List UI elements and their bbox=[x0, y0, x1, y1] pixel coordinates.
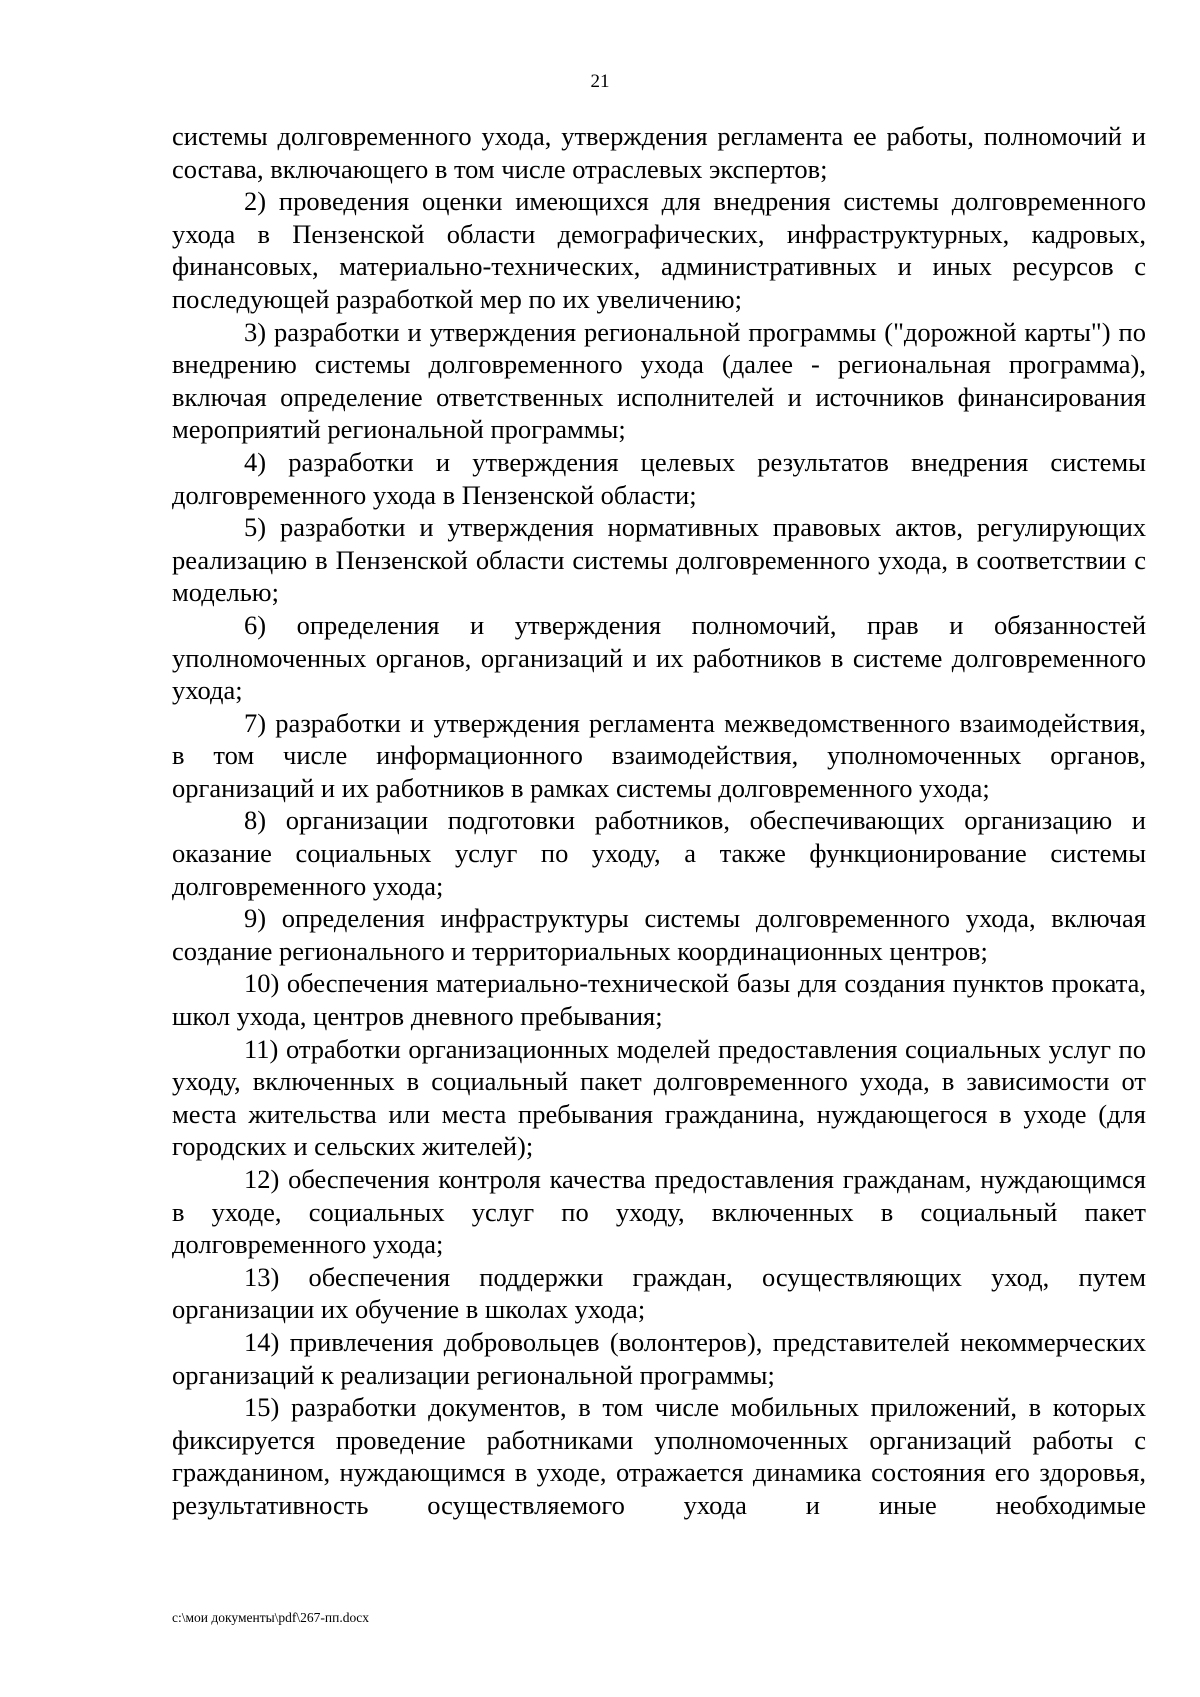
list-item-9: 9) определения инфраструктуры системы долговременного ухода, включая создание регионального и территориальных координационных центров; bbox=[172, 903, 1146, 966]
list-item-7: 7) разработки и утверждения регламента межведомственного взаимодействия, в том числе информационного взаимодействия, уполномоченных органов, организаций и их работников в рамках системы долговременного ухода; bbox=[172, 707, 1146, 803]
list-item-3: 3) разработки и утверждения региональной программы ("дорожной карты") по внедрению системы долговременного ухода (далее - региональная программа), включая определение ответственных исполнителей и источников финансирования мероприятий региональной программы; bbox=[172, 316, 1146, 445]
list-item-11: 11) отработки организационных моделей предоставления социальных услуг по уходу, включенных в социальный пакет долговременного ухода, в зависимости от места жительства или места пребывания гражданина, нуждающегося в уходе (для городских и сельских жителей); bbox=[172, 1033, 1146, 1162]
list-item-15: 15) разработки документов, в том числе мобильных приложений, в которых фиксируется проведение работниками уполномоченных организаций работы с гражданином, нуждающимся в уходе, отражается динамика состояния его здоровья, результативность осуществляемого ухода и иные необходимые bbox=[172, 1392, 1146, 1520]
paragraph-continuation: системы долговременного ухода, утверждения регламента ее работы, полномочий и состава, включающего в том числе отраслевых экспертов; bbox=[172, 121, 1146, 184]
list-item-2: 2) проведения оценки имеющихся для внедрения системы долговременного ухода в Пензенской области демографических, инфраструктурных, кадровых, финансовых, материально-технических, административных и иных ресурсов с последующей разработкой мер по их увеличению; bbox=[172, 186, 1146, 314]
document-body bbox=[172, 120, 1146, 1522]
page-number: 21 bbox=[590, 71, 610, 92]
list-item-4: 4) разработки и утверждения целевых результатов внедрения системы долговременного ухода в Пензенской области; bbox=[172, 446, 1146, 510]
list-item-5: 5) разработки и утверждения нормативных правовых актов, регулирующих реализацию в Пензенской области системы долговременного ухода, в соответствии с моделью; bbox=[172, 512, 1146, 608]
list-item-13: 13) обеспечения поддержки граждан, осуществляющих уход, путем организации их обучение в школах ухода; bbox=[172, 1261, 1146, 1325]
list-item-10: 10) обеспечения материально-технической базы для создания пунктов проката, школ ухода, центров дневного пребывания; bbox=[172, 968, 1146, 1032]
list-item-6: 6) определения и утверждения полномочий, прав и обязанностей уполномоченных органов, организаций и их работников в системе долговременного ухода; bbox=[172, 609, 1146, 706]
file-path-footer: c:\мои документы\pdf\267-пп.docx bbox=[172, 1610, 369, 1625]
list-item-14: 14) привлечения добровольцев (волонтеров), представителей некоммерческих организаций к реализации региональной программы; bbox=[172, 1326, 1146, 1390]
list-item-12: 12) обеспечения контроля качества предоставления гражданам, нуждающимся в уходе, социальных услуг по уходу, включенных в социальный пакет долговременного ухода; bbox=[172, 1164, 1146, 1260]
list-item-8: 8) организации подготовки работников, обеспечивающих организацию и оказание социальных услуг по уходу, а также функционирование системы долговременного ухода; bbox=[172, 805, 1146, 901]
